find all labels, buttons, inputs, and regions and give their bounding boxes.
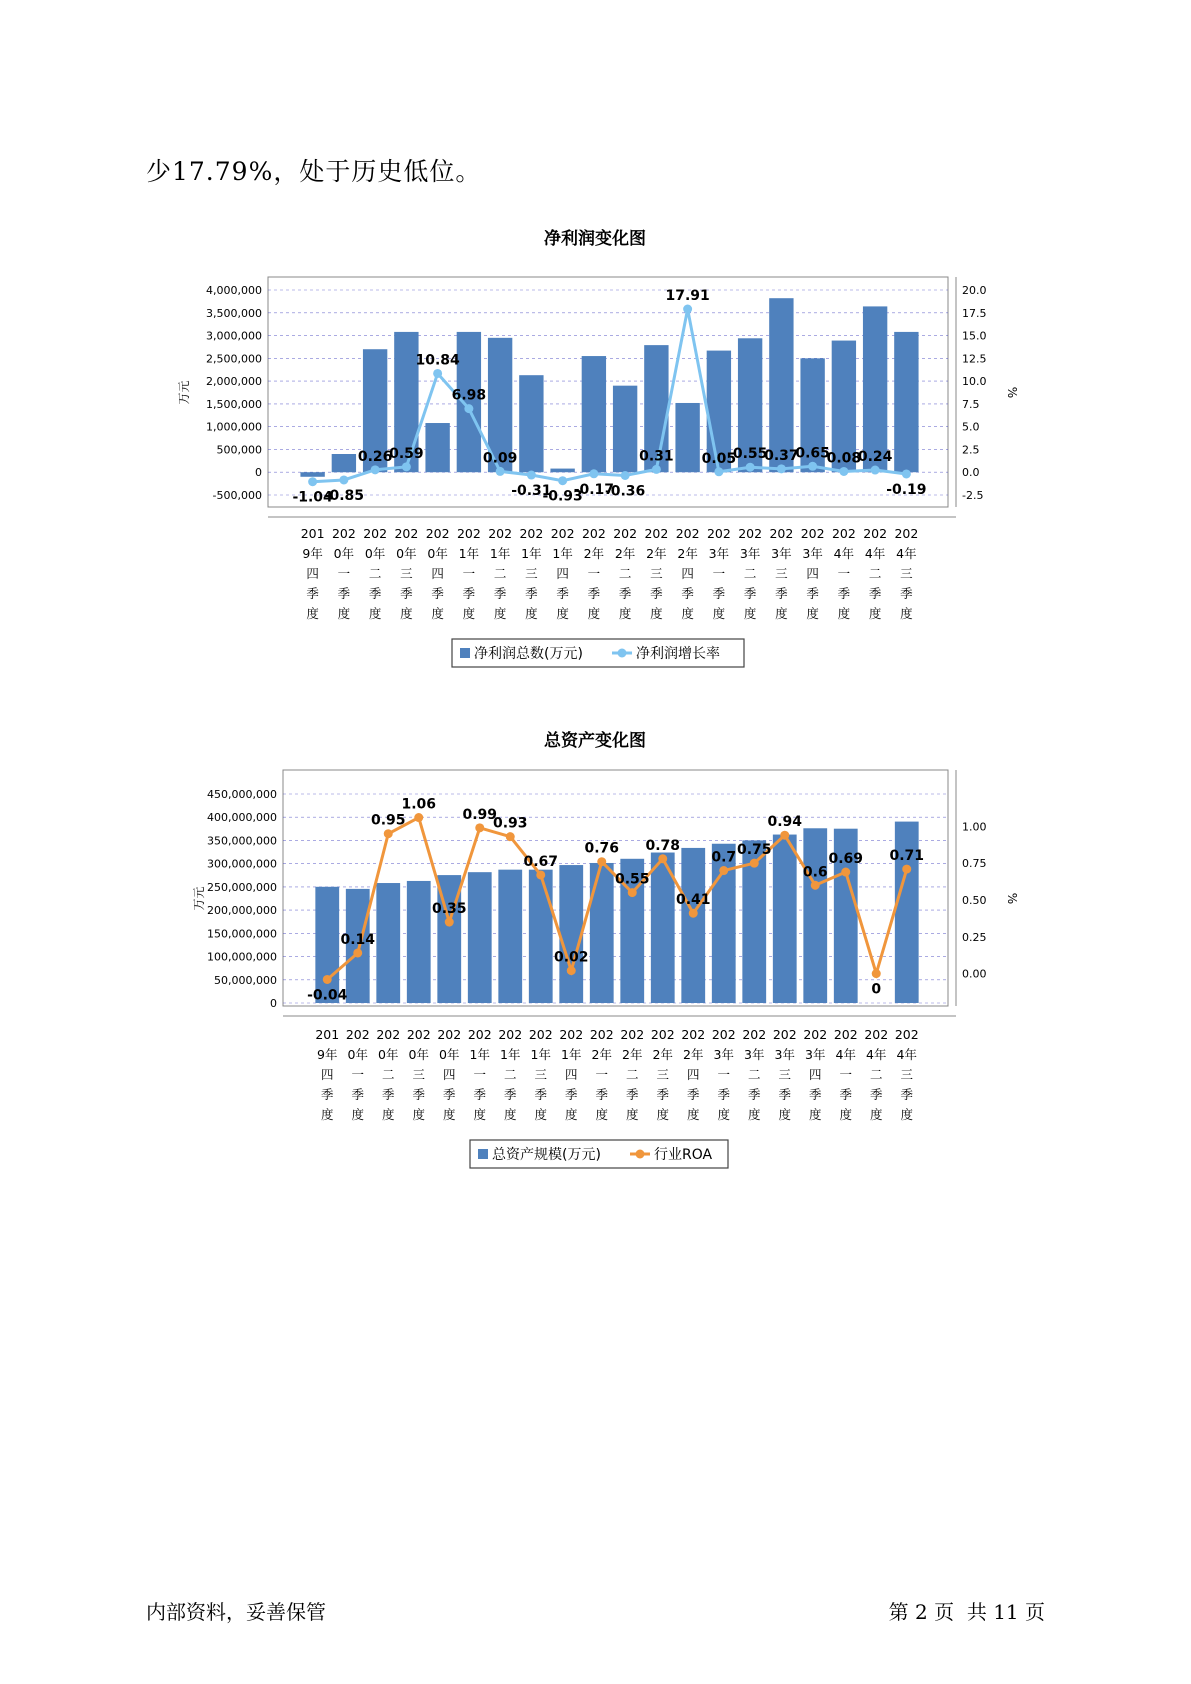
y-tick-label: 3,000,000 xyxy=(206,329,262,343)
y2-tick-label: 20.0 xyxy=(962,284,987,297)
legend-label: 净利润增长率 xyxy=(636,646,720,662)
data-label: 0 xyxy=(871,981,882,998)
data-label: -0.04 xyxy=(307,987,348,1004)
y-tick-label: 250,000,000 xyxy=(207,880,277,894)
line-point xyxy=(872,969,881,978)
line-point xyxy=(323,975,332,984)
data-label: 0.55 xyxy=(614,871,650,888)
data-label: 0.75 xyxy=(736,842,772,859)
line-point xyxy=(339,475,348,484)
y2-tick-label: 15.0 xyxy=(962,329,987,343)
x-tick-label: 202 0年二季度 xyxy=(376,1027,401,1122)
y-axis-label: 万元 xyxy=(192,886,206,911)
data-label: 0.31 xyxy=(639,448,674,465)
y-tick-label: 1,000,000 xyxy=(206,420,262,434)
data-label: 0.14 xyxy=(340,931,376,948)
x-tick-label: 202 4年一季度 xyxy=(831,526,856,621)
line-point xyxy=(567,966,576,975)
y2-tick-label: 0.25 xyxy=(962,930,987,944)
x-tick-label: 202 1年四季度 xyxy=(559,1027,584,1122)
line-point xyxy=(902,865,911,874)
bar xyxy=(894,332,918,472)
y-tick-label: 50,000,000 xyxy=(214,973,277,987)
bar xyxy=(803,828,827,1003)
line-point xyxy=(384,829,393,838)
data-label: 0.65 xyxy=(795,445,830,462)
y-tick-label: 0 xyxy=(270,997,277,1010)
y2-tick-label: 0.00 xyxy=(962,967,987,981)
x-tick-label: 202 3年一季度 xyxy=(706,526,731,621)
data-label: 0.7 xyxy=(711,849,737,866)
y-tick-label: 450,000,000 xyxy=(207,788,277,801)
bar xyxy=(559,865,583,1003)
y2-tick-label: 0.75 xyxy=(962,857,987,871)
line-point xyxy=(536,870,545,879)
x-tick-label: 202 4年二季度 xyxy=(864,1027,889,1122)
intro-text: 少17.79%，处于历史低位。 xyxy=(146,157,482,186)
y-tick-label: 400,000,000 xyxy=(207,811,277,825)
y2-tick-label: 7.5 xyxy=(962,397,980,411)
x-tick-label: 202 1年四季度 xyxy=(550,526,575,621)
x-tick-label: 202 2年四季度 xyxy=(675,526,700,621)
line-point xyxy=(841,868,850,877)
line-point xyxy=(433,369,442,378)
x-tick-label: 202 3年二季度 xyxy=(742,1027,767,1122)
bar xyxy=(529,870,553,1003)
data-label: 0.67 xyxy=(523,853,559,870)
data-label: 0.6 xyxy=(802,864,828,881)
line-point xyxy=(414,813,423,822)
data-label: -0.36 xyxy=(604,483,646,500)
data-label: 0.76 xyxy=(584,840,620,857)
bar xyxy=(769,298,793,472)
data-label: 0.37 xyxy=(764,447,799,464)
x-tick-label: 202 1年一季度 xyxy=(456,526,481,621)
bar xyxy=(468,872,492,1003)
legend-swatch-bar xyxy=(478,1149,488,1159)
y-tick-label: 1,500,000 xyxy=(206,397,262,411)
line-point xyxy=(658,854,667,863)
line-point xyxy=(445,918,454,927)
legend-label: 净利润总数(万元) xyxy=(474,646,583,662)
data-label: 0.26 xyxy=(357,448,393,465)
y2-tick-label: 17.5 xyxy=(962,306,987,320)
line-point xyxy=(558,476,567,485)
x-tick-label: 202 3年二季度 xyxy=(738,526,763,621)
y2-axis-label: % xyxy=(1005,386,1019,399)
bar xyxy=(519,375,543,472)
data-label: 0.99 xyxy=(462,806,498,823)
bar xyxy=(590,863,614,1003)
bar xyxy=(773,835,797,1003)
line-point xyxy=(353,948,362,957)
footer-confidential: 内部资料，妥善保管 xyxy=(146,1600,326,1624)
y2-tick-label: 2.5 xyxy=(962,443,980,457)
y2-tick-label: 1.00 xyxy=(962,820,987,834)
y2-tick-label: -2.5 xyxy=(962,489,984,502)
line-point xyxy=(506,832,515,841)
line-point xyxy=(746,463,755,472)
data-label: -0.85 xyxy=(323,487,365,504)
data-label: 0.41 xyxy=(675,892,711,909)
y-tick-label: -500,000 xyxy=(212,489,262,502)
line-point xyxy=(808,462,817,471)
y2-tick-label: 10.0 xyxy=(962,375,987,389)
line-point xyxy=(689,909,698,918)
bar xyxy=(315,887,339,1003)
chart-title: 总资产变化图 xyxy=(544,731,646,751)
y-tick-label: 3,500,000 xyxy=(206,306,262,320)
data-label: 0.35 xyxy=(431,901,467,918)
data-label: 0.24 xyxy=(857,449,893,466)
x-tick-label: 202 2年三季度 xyxy=(644,526,669,621)
line-point xyxy=(780,831,789,840)
data-label: -0.17 xyxy=(573,481,615,498)
data-label: 0.55 xyxy=(732,446,768,463)
line-point xyxy=(589,469,598,478)
y-tick-label: 200,000,000 xyxy=(207,904,277,918)
legend-swatch-point xyxy=(618,649,627,658)
x-tick-label: 202 2年二季度 xyxy=(613,526,638,621)
line-point xyxy=(464,404,473,413)
page-suffix: 页 xyxy=(1025,1600,1045,1624)
line-point xyxy=(871,466,880,475)
line-point xyxy=(621,471,630,480)
line-point xyxy=(839,467,848,476)
line-point xyxy=(475,823,484,832)
y-tick-label: 0 xyxy=(255,466,262,480)
bar xyxy=(300,472,324,477)
line-point xyxy=(371,465,380,474)
y-tick-label: 500,000 xyxy=(216,443,262,457)
data-label: 0.02 xyxy=(553,949,589,966)
line-point xyxy=(683,305,692,314)
y-tick-label: 4,000,000 xyxy=(206,284,262,297)
x-tick-label: 202 1年一季度 xyxy=(467,1027,492,1122)
line-point xyxy=(750,859,759,868)
line-point xyxy=(902,469,911,478)
legend xyxy=(470,1140,728,1168)
legend-swatch-bar xyxy=(460,648,470,658)
bar xyxy=(376,883,400,1003)
x-tick-label: 202 4年一季度 xyxy=(833,1027,858,1122)
line-point xyxy=(811,881,820,890)
x-tick-label: 202 1年三季度 xyxy=(519,526,544,621)
x-tick-label: 202 1年二季度 xyxy=(488,526,513,621)
line-point xyxy=(496,467,505,476)
bar xyxy=(407,881,431,1003)
line-point xyxy=(597,857,606,866)
data-label: -1.04 xyxy=(292,489,333,506)
x-tick-label: 202 2年三季度 xyxy=(650,1027,675,1122)
x-tick-label: 202 3年四季度 xyxy=(800,526,825,621)
page-mid: 页 共 xyxy=(934,1600,987,1624)
footer-page-info xyxy=(889,1596,1045,1625)
y-tick-label: 300,000,000 xyxy=(207,857,277,871)
x-tick-label: 202 4年三季度 xyxy=(894,526,919,621)
bar xyxy=(863,306,887,472)
data-label: 6.98 xyxy=(451,387,487,404)
data-label: 10.84 xyxy=(415,352,460,369)
page-number: 2 xyxy=(915,1600,928,1624)
legend-swatch-point xyxy=(636,1150,645,1159)
y-tick-label: 350,000,000 xyxy=(207,834,277,848)
y-axis-label: 万元 xyxy=(177,380,191,405)
bar xyxy=(582,356,606,472)
bar xyxy=(675,403,699,472)
data-label: 0.78 xyxy=(645,837,681,854)
data-label: 1.06 xyxy=(401,796,437,813)
y-tick-label: 150,000,000 xyxy=(207,927,277,941)
x-tick-label: 202 0年三季度 xyxy=(406,1027,431,1122)
x-tick-label: 202 3年三季度 xyxy=(772,1027,797,1122)
y-tick-label: 100,000,000 xyxy=(207,950,277,964)
data-label: 0.59 xyxy=(389,445,424,462)
line-point xyxy=(628,888,637,897)
data-label: 0.95 xyxy=(370,812,406,829)
x-tick-label: 202 2年一季度 xyxy=(589,1027,614,1122)
line-point xyxy=(777,464,786,473)
x-tick-label: 202 0年四季度 xyxy=(425,526,450,621)
line-point xyxy=(652,465,661,474)
x-tick-label: 202 2年四季度 xyxy=(681,1027,706,1122)
x-tick-label: 202 1年三季度 xyxy=(528,1027,553,1122)
data-label: 17.91 xyxy=(665,288,710,305)
data-label: -0.31 xyxy=(511,483,552,500)
x-tick-label: 202 0年一季度 xyxy=(345,1027,370,1122)
line-point xyxy=(527,471,536,480)
data-label: 0.08 xyxy=(826,450,862,467)
total-assets-chart xyxy=(0,726,1191,1196)
line-point xyxy=(308,477,317,486)
y2-tick-label: 12.5 xyxy=(962,352,987,366)
bar xyxy=(681,848,705,1003)
bar xyxy=(332,454,356,472)
y-tick-label: 2,000,000 xyxy=(206,375,262,389)
bar xyxy=(613,386,637,473)
line-point xyxy=(402,462,411,471)
data-label: 0.05 xyxy=(701,450,737,467)
page-total: 11 xyxy=(993,1600,1019,1624)
x-tick-label: 202 0年三季度 xyxy=(394,526,419,621)
data-label: 0.69 xyxy=(828,851,864,868)
net-profit-chart xyxy=(0,225,1191,695)
data-label: -0.19 xyxy=(886,481,927,498)
line-point xyxy=(719,866,728,875)
x-tick-label: 202 3年一季度 xyxy=(711,1027,736,1122)
x-tick-label: 202 2年二季度 xyxy=(620,1027,645,1122)
data-label: 0.94 xyxy=(767,814,803,831)
legend-label: 行业ROA xyxy=(654,1147,713,1163)
x-tick-label: 202 4年三季度 xyxy=(894,1027,919,1122)
x-tick-label: 202 0年一季度 xyxy=(331,526,356,621)
x-tick-label: 202 0年二季度 xyxy=(363,526,388,621)
chart-title: 净利润变化图 xyxy=(544,229,646,249)
bar xyxy=(425,423,449,472)
y2-tick-label: 0.50 xyxy=(962,893,987,907)
y-tick-label: 2,500,000 xyxy=(206,352,262,366)
x-tick-label: 201 9年四季度 xyxy=(315,1027,340,1122)
y2-tick-label: 5.0 xyxy=(962,420,980,434)
x-tick-label: 202 3年三季度 xyxy=(769,526,794,621)
legend-label: 总资产规模(万元) xyxy=(492,1147,601,1163)
line-point xyxy=(714,467,723,476)
y2-tick-label: 0.0 xyxy=(962,466,980,480)
bar xyxy=(550,469,574,473)
data-label: 0.09 xyxy=(482,450,518,467)
bar xyxy=(498,870,522,1003)
x-tick-label: 202 0年四季度 xyxy=(437,1027,462,1122)
page-prefix: 第 xyxy=(888,1600,909,1624)
data-label: -0.93 xyxy=(542,488,583,505)
x-tick-label: 202 3年四季度 xyxy=(803,1027,828,1122)
x-tick-label: 202 2年一季度 xyxy=(581,526,606,621)
y2-axis-label: % xyxy=(1005,892,1019,905)
x-tick-label: 202 1年二季度 xyxy=(498,1027,523,1122)
x-tick-label: 202 4年二季度 xyxy=(863,526,888,621)
x-tick-label: 201 9年四季度 xyxy=(300,526,325,621)
legend xyxy=(452,639,744,667)
data-label: 0.93 xyxy=(492,815,528,832)
data-label: 0.71 xyxy=(889,848,925,865)
